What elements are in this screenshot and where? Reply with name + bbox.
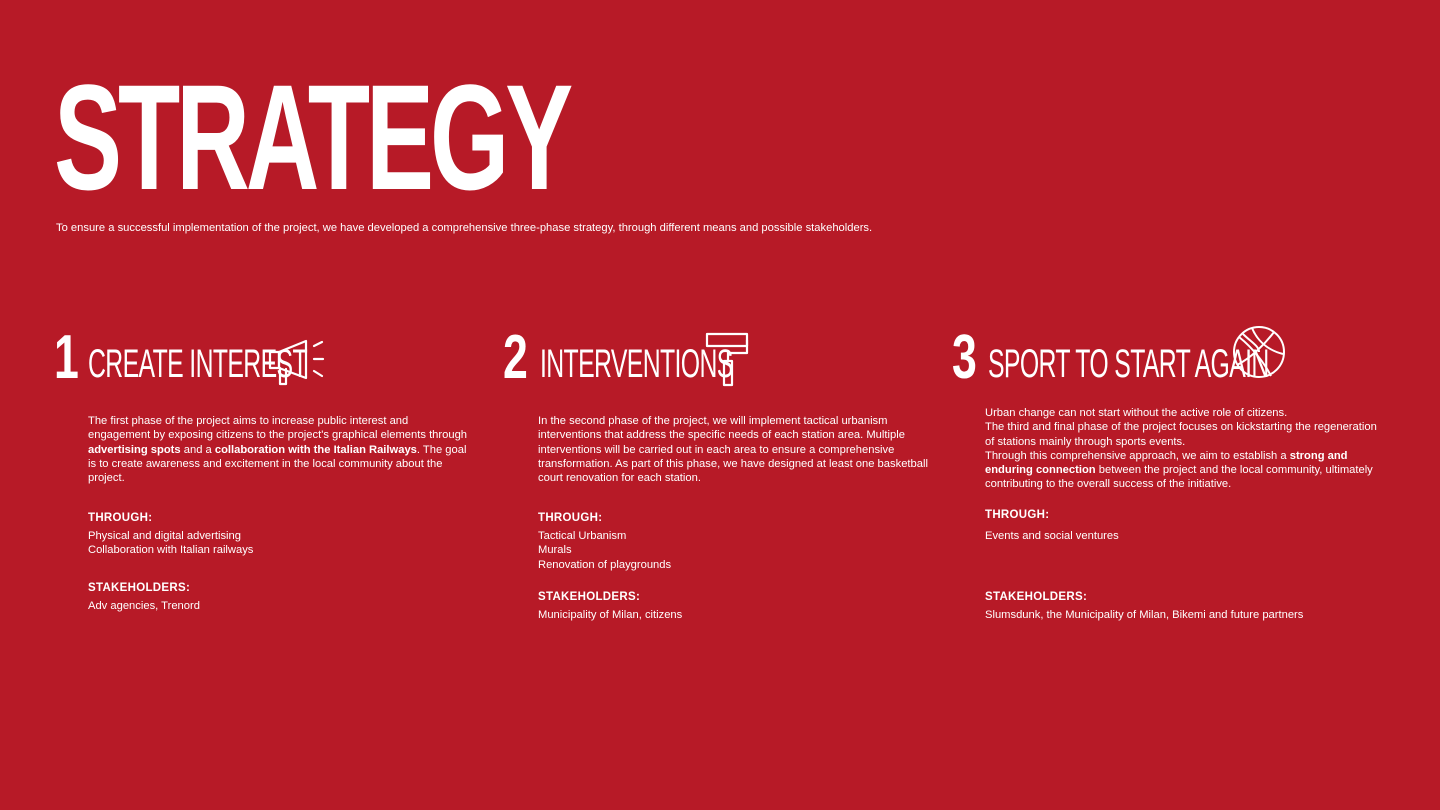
basketball-icon bbox=[1231, 324, 1287, 380]
list-item: Murals bbox=[538, 544, 572, 557]
page-title: STRATEGY bbox=[54, 53, 570, 221]
phase-title: SPORT TO START AGAIN bbox=[988, 342, 1269, 386]
phase-number: 3 bbox=[952, 323, 977, 392]
through-label: THROUGH: bbox=[88, 512, 153, 524]
phase-title: INTERVENTIONS bbox=[540, 342, 733, 386]
list-item: Tactical Urbanism bbox=[538, 530, 627, 542]
list-item: Physical and digital advertising bbox=[88, 530, 241, 542]
list-item: Renovation of playgrounds bbox=[538, 558, 672, 571]
paint-roller-icon bbox=[703, 331, 751, 389]
phase-1-through-list bbox=[88, 529, 253, 558]
phase-3-header bbox=[952, 323, 1292, 392]
description-line: The third and final phase of the project focuses on kickstarting the regeneration of stations mainly through sports events. bbox=[985, 421, 1377, 448]
phase-3-description bbox=[985, 406, 1377, 492]
phase-2-through-list bbox=[538, 529, 671, 572]
phase-number: 1 bbox=[54, 323, 79, 392]
phase-2-header bbox=[503, 323, 763, 392]
phase-1-header bbox=[54, 323, 354, 392]
phase-number: 2 bbox=[503, 323, 528, 392]
through-label: THROUGH: bbox=[538, 512, 603, 524]
description-line: Urban change can not start without the active role of citizens. bbox=[985, 407, 1288, 419]
phase-title: CREATE INTEREST bbox=[88, 342, 307, 386]
phase-1-description: The first phase of the project aims to increase public interest and engagement by exposing citizens to the project's graphical elements through advertising spots and a collaboration with the Italian Railways. The goal is to create awareness and excitement in the local community about the project. bbox=[88, 415, 468, 485]
intro-text: To ensure a successful implementation of the project, we have developed a comprehensive three-phase strategy, through different means and possible stakeholders. bbox=[56, 222, 873, 234]
list-item: Events and social ventures bbox=[985, 530, 1119, 542]
megaphone-icon bbox=[268, 338, 328, 388]
phase-2-description: In the second phase of the project, we will implement tactical urbanism interventions that address the specific needs of each station area. Multiple interventions will be carried out in each area to ensure a comprehensive transformation. As part of this phase, we have designed at least one basketball court renovation for each station. bbox=[538, 415, 928, 485]
stakeholders-label: STAKEHOLDERS: bbox=[985, 591, 1088, 603]
through-label: THROUGH: bbox=[985, 509, 1050, 521]
stakeholders-label: STAKEHOLDERS: bbox=[88, 582, 191, 594]
phase-3-stakeholders: Slumsdunk, the Municipality of Milan, Bikemi and future partners bbox=[985, 609, 1304, 621]
list-item: Collaboration with Italian railways bbox=[88, 544, 254, 557]
phase-1-stakeholders: Adv agencies, Trenord bbox=[88, 600, 200, 612]
phase-3-through-list bbox=[985, 529, 1119, 543]
phase-2-stakeholders: Municipality of Milan, citizens bbox=[538, 609, 683, 621]
description-line: Through this comprehensive approach, we aim to establish a strong and enduring connection between the project and the local community, ultimately contributing to the overall success of the initiative. bbox=[985, 449, 1373, 491]
stakeholders-label: STAKEHOLDERS: bbox=[538, 591, 641, 603]
